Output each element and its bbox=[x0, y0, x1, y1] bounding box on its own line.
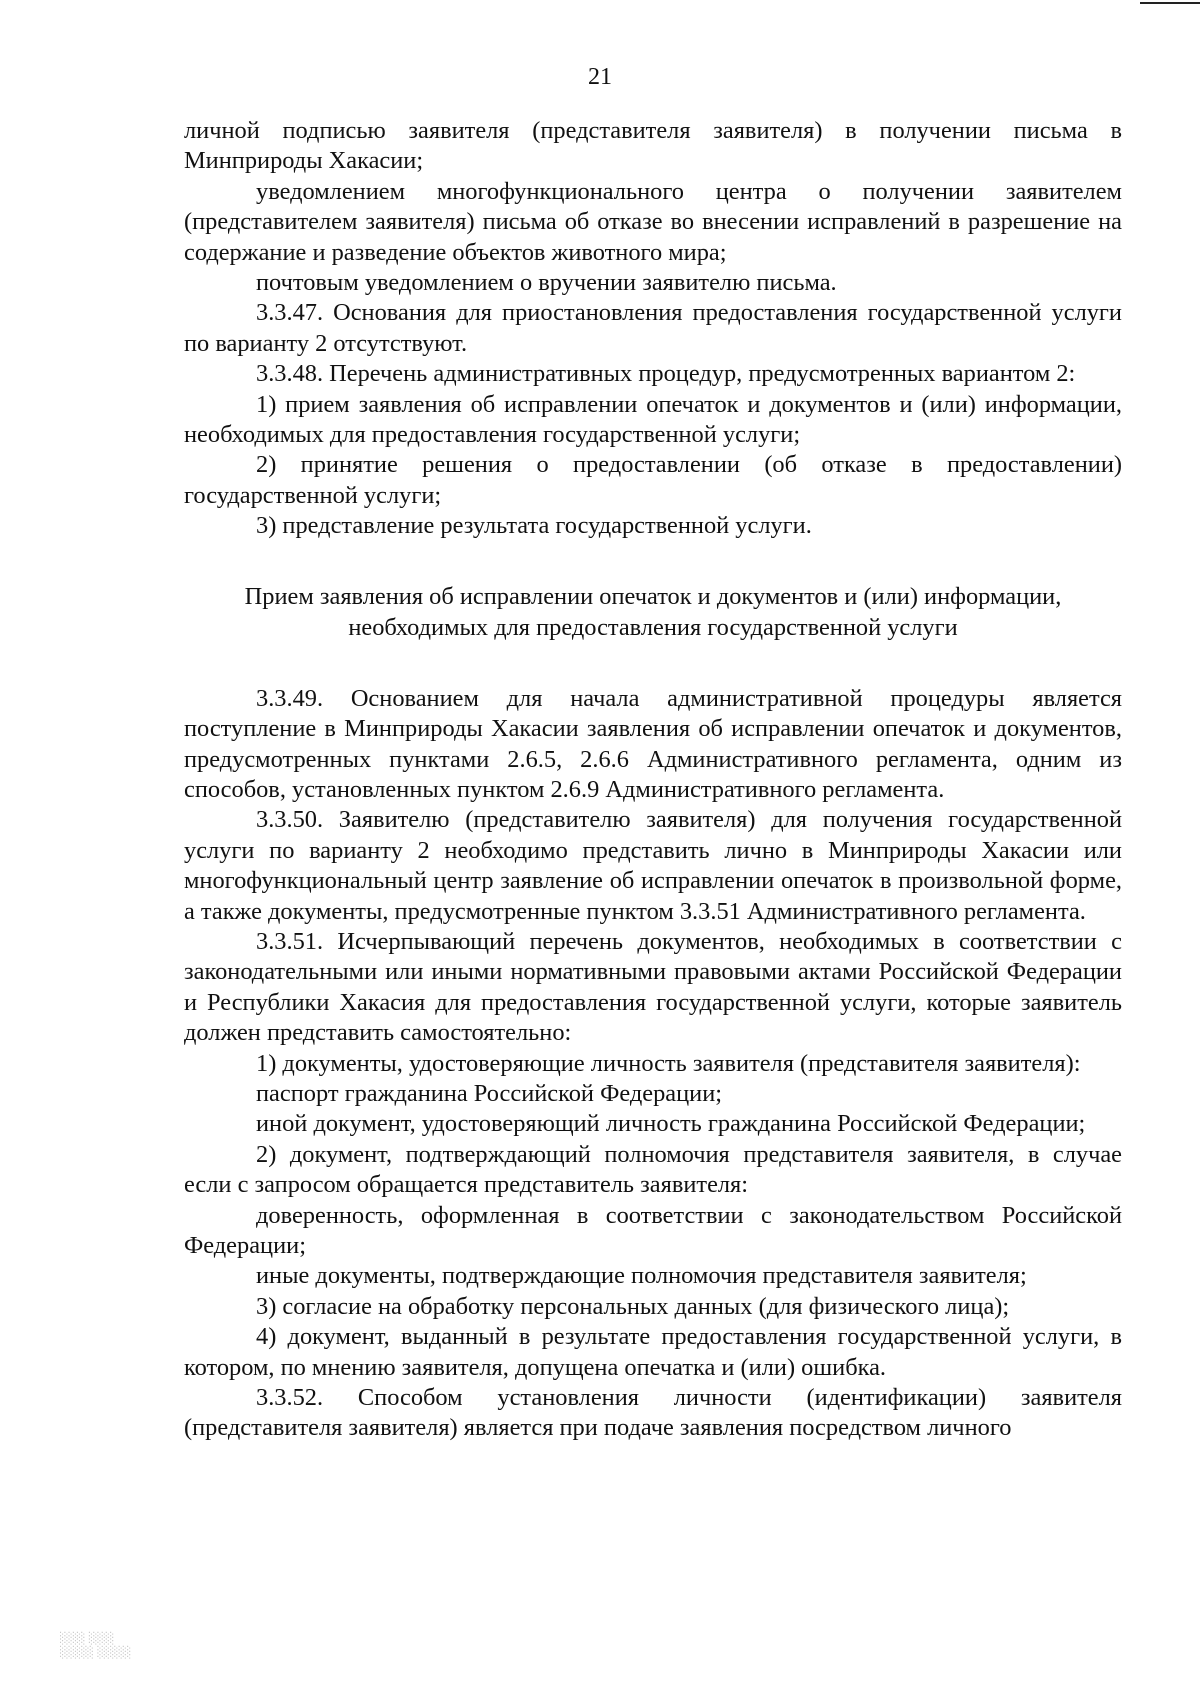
paragraph-mfc-notification: уведомлением многофункционального центра о получении заявителем (представителем заявителя) письма об отказе во внесении исправлений в разрешение на содержание и разведение объектов животного мира; bbox=[184, 177, 1122, 266]
section-heading bbox=[184, 581, 1122, 643]
clause-3-3-47: 3.3.47. Основания для приостановления предоставления государственной услуги по варианту 2 отсутствуют. bbox=[184, 299, 1122, 357]
list-item-3: 3) представление результата государственной услуги. bbox=[256, 512, 812, 540]
clause-3-3-52: 3.3.52. Способом установления личности (идентификации) заявителя (представителя заявителя) является при подаче заявления посредством личного bbox=[184, 1384, 1122, 1442]
other-authority-documents-item: иные документы, подтверждающие полномочия представителя заявителя; bbox=[256, 1262, 1027, 1290]
faint-stamp-mark: ░░░ ░░░ ░░░░ ░░░░ bbox=[60, 1632, 132, 1659]
passport-item: паспорт гражданина Российской Федерации; bbox=[256, 1079, 723, 1107]
other-id-document-item: иной документ, удостоверяющий личность гражданина Российской Федерации; bbox=[256, 1110, 1086, 1138]
document-list-item-3: 3) согласие на обработку персональных данных (для физического лица); bbox=[256, 1292, 1010, 1320]
paragraph-continuation: личной подписью заявителя (представителя заявителя) в получении письма в Минприроды Хакасии; bbox=[184, 117, 1122, 175]
clause-3-3-51: 3.3.51. Исчерпывающий перечень документов, необходимых в соответствии с законодательными или иными нормативными правовыми актами Российской Федерации и Республики Хакасия для предоставления государственной услуги, которые заявитель должен представить самостоятельно: bbox=[184, 927, 1122, 1047]
list-item-1: 1) прием заявления об исправлении опечаток и документов и (или) информации, необходимых для предоставления государственной услуги; bbox=[184, 390, 1122, 449]
page-number: 21 bbox=[588, 64, 612, 90]
document-list-item-4: 4) документ, выданный в результате предоставления государственной услуги, в котором, по мнению заявителя, допущена опечатка и (или) ошибка. bbox=[184, 1323, 1122, 1381]
section-heading-line-1: Прием заявления об исправлении опечаток и документов и (или) информации, bbox=[244, 582, 1062, 610]
clause-3-3-48: 3.3.48. Перечень административных процедур, предусмотренных вариантом 2: bbox=[256, 360, 1076, 388]
document-list-item-1: 1) документы, удостоверяющие личность заявителя (представителя заявителя): bbox=[256, 1049, 1081, 1077]
document-body bbox=[184, 116, 1122, 1444]
section-heading-line-2: необходимых для предоставления государственной услуги bbox=[348, 613, 958, 641]
paragraph-postal-notification: почтовым уведомлением о вручении заявителю письма. bbox=[256, 269, 837, 297]
list-item-2: 2) принятие решения о предоставлении (об отказе в предоставлении) государственной услуги; bbox=[184, 451, 1122, 509]
power-of-attorney-item: доверенность, оформленная в соответствии с законодательством Российской Федерации; bbox=[184, 1201, 1122, 1259]
top-edge-rule bbox=[1140, 2, 1200, 4]
clause-3-3-50: 3.3.50. Заявителю (представителю заявителя) для получения государственной услуги по варианту 2 необходимо представить лично в Минприроды Хакасии или многофункциональный центр заявление об исправлении опечаток в произвольной форме, а также документы, предусмотренные пунктом 3.3.51 Административного регламента. bbox=[184, 806, 1122, 925]
clause-3-3-49: 3.3.49. Основанием для начала административной процедуры является поступление в Минприроды Хакасии заявления об исправлении опечаток и документов, предусмотренных пунктами 2.6.5, 2.6.6 Административного регламента, одним из способов, установленных пунктом 2.6.9 Административного регламента. bbox=[184, 684, 1122, 803]
document-list-item-2: 2) документ, подтверждающий полномочия представителя заявителя, в случае если с запросом обращается представитель заявителя: bbox=[184, 1140, 1122, 1199]
